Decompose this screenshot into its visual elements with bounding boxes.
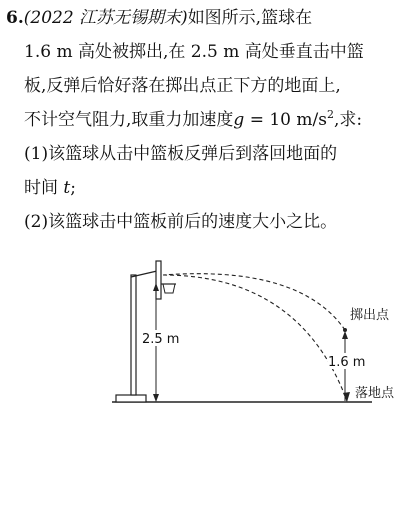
- label-height-throw: 1.6 m: [328, 355, 366, 370]
- problem-number: 6.: [6, 8, 24, 28]
- label-throw-point: 掷出点: [350, 308, 390, 323]
- question-1-text: 时间: [24, 178, 58, 198]
- gravity-symbol: g: [233, 110, 245, 130]
- problem-source: (2022 江苏无锡期末): [23, 8, 188, 28]
- problem-line4-c: ,求:: [333, 110, 363, 130]
- hoop-net: [163, 284, 175, 293]
- hoop-arm: [131, 271, 157, 277]
- question-1-line-1: (1)该篮球从击中篮板反弹后到落回地面的: [24, 144, 338, 164]
- diagram-svg: [0, 255, 412, 415]
- trajectory-rebound: [163, 275, 347, 401]
- problem-line-2: 1.6 m 高处被掷出,在 2.5 m 高处垂直击中篮: [24, 42, 364, 62]
- trajectory-to-board: [163, 274, 345, 330]
- dimension-arrow-bottom: [153, 394, 159, 402]
- problem-line-1: [6, 6, 412, 30]
- trajectory-arrow: [343, 392, 350, 402]
- time-symbol: t: [63, 178, 71, 198]
- problem-line-3: 板,反弹后恰好落在掷出点正下方的地面上,: [24, 76, 341, 96]
- basketball-diagram: [0, 255, 412, 415]
- hoop-pole: [131, 275, 136, 395]
- problem-line1-text: 如图所示,篮球在: [187, 8, 313, 28]
- backboard: [156, 261, 161, 299]
- dimension-arrow-throw-top: [342, 331, 348, 339]
- label-landing-point: 落地点: [355, 386, 395, 401]
- problem-line-4: [24, 108, 412, 132]
- question-1-line-2: [24, 176, 412, 200]
- problem-line4-b: = 10 m/s: [244, 110, 327, 130]
- hoop-base: [116, 395, 146, 402]
- label-height-board: 2.5 m: [142, 332, 180, 347]
- question-2: (2)该篮球击中篮板前后的速度大小之比。: [24, 212, 338, 232]
- problem-line4-a: 不计空气阻力,取重力加速度: [24, 110, 234, 130]
- question-1-end: ;: [70, 178, 76, 198]
- exponent: 2: [326, 108, 334, 121]
